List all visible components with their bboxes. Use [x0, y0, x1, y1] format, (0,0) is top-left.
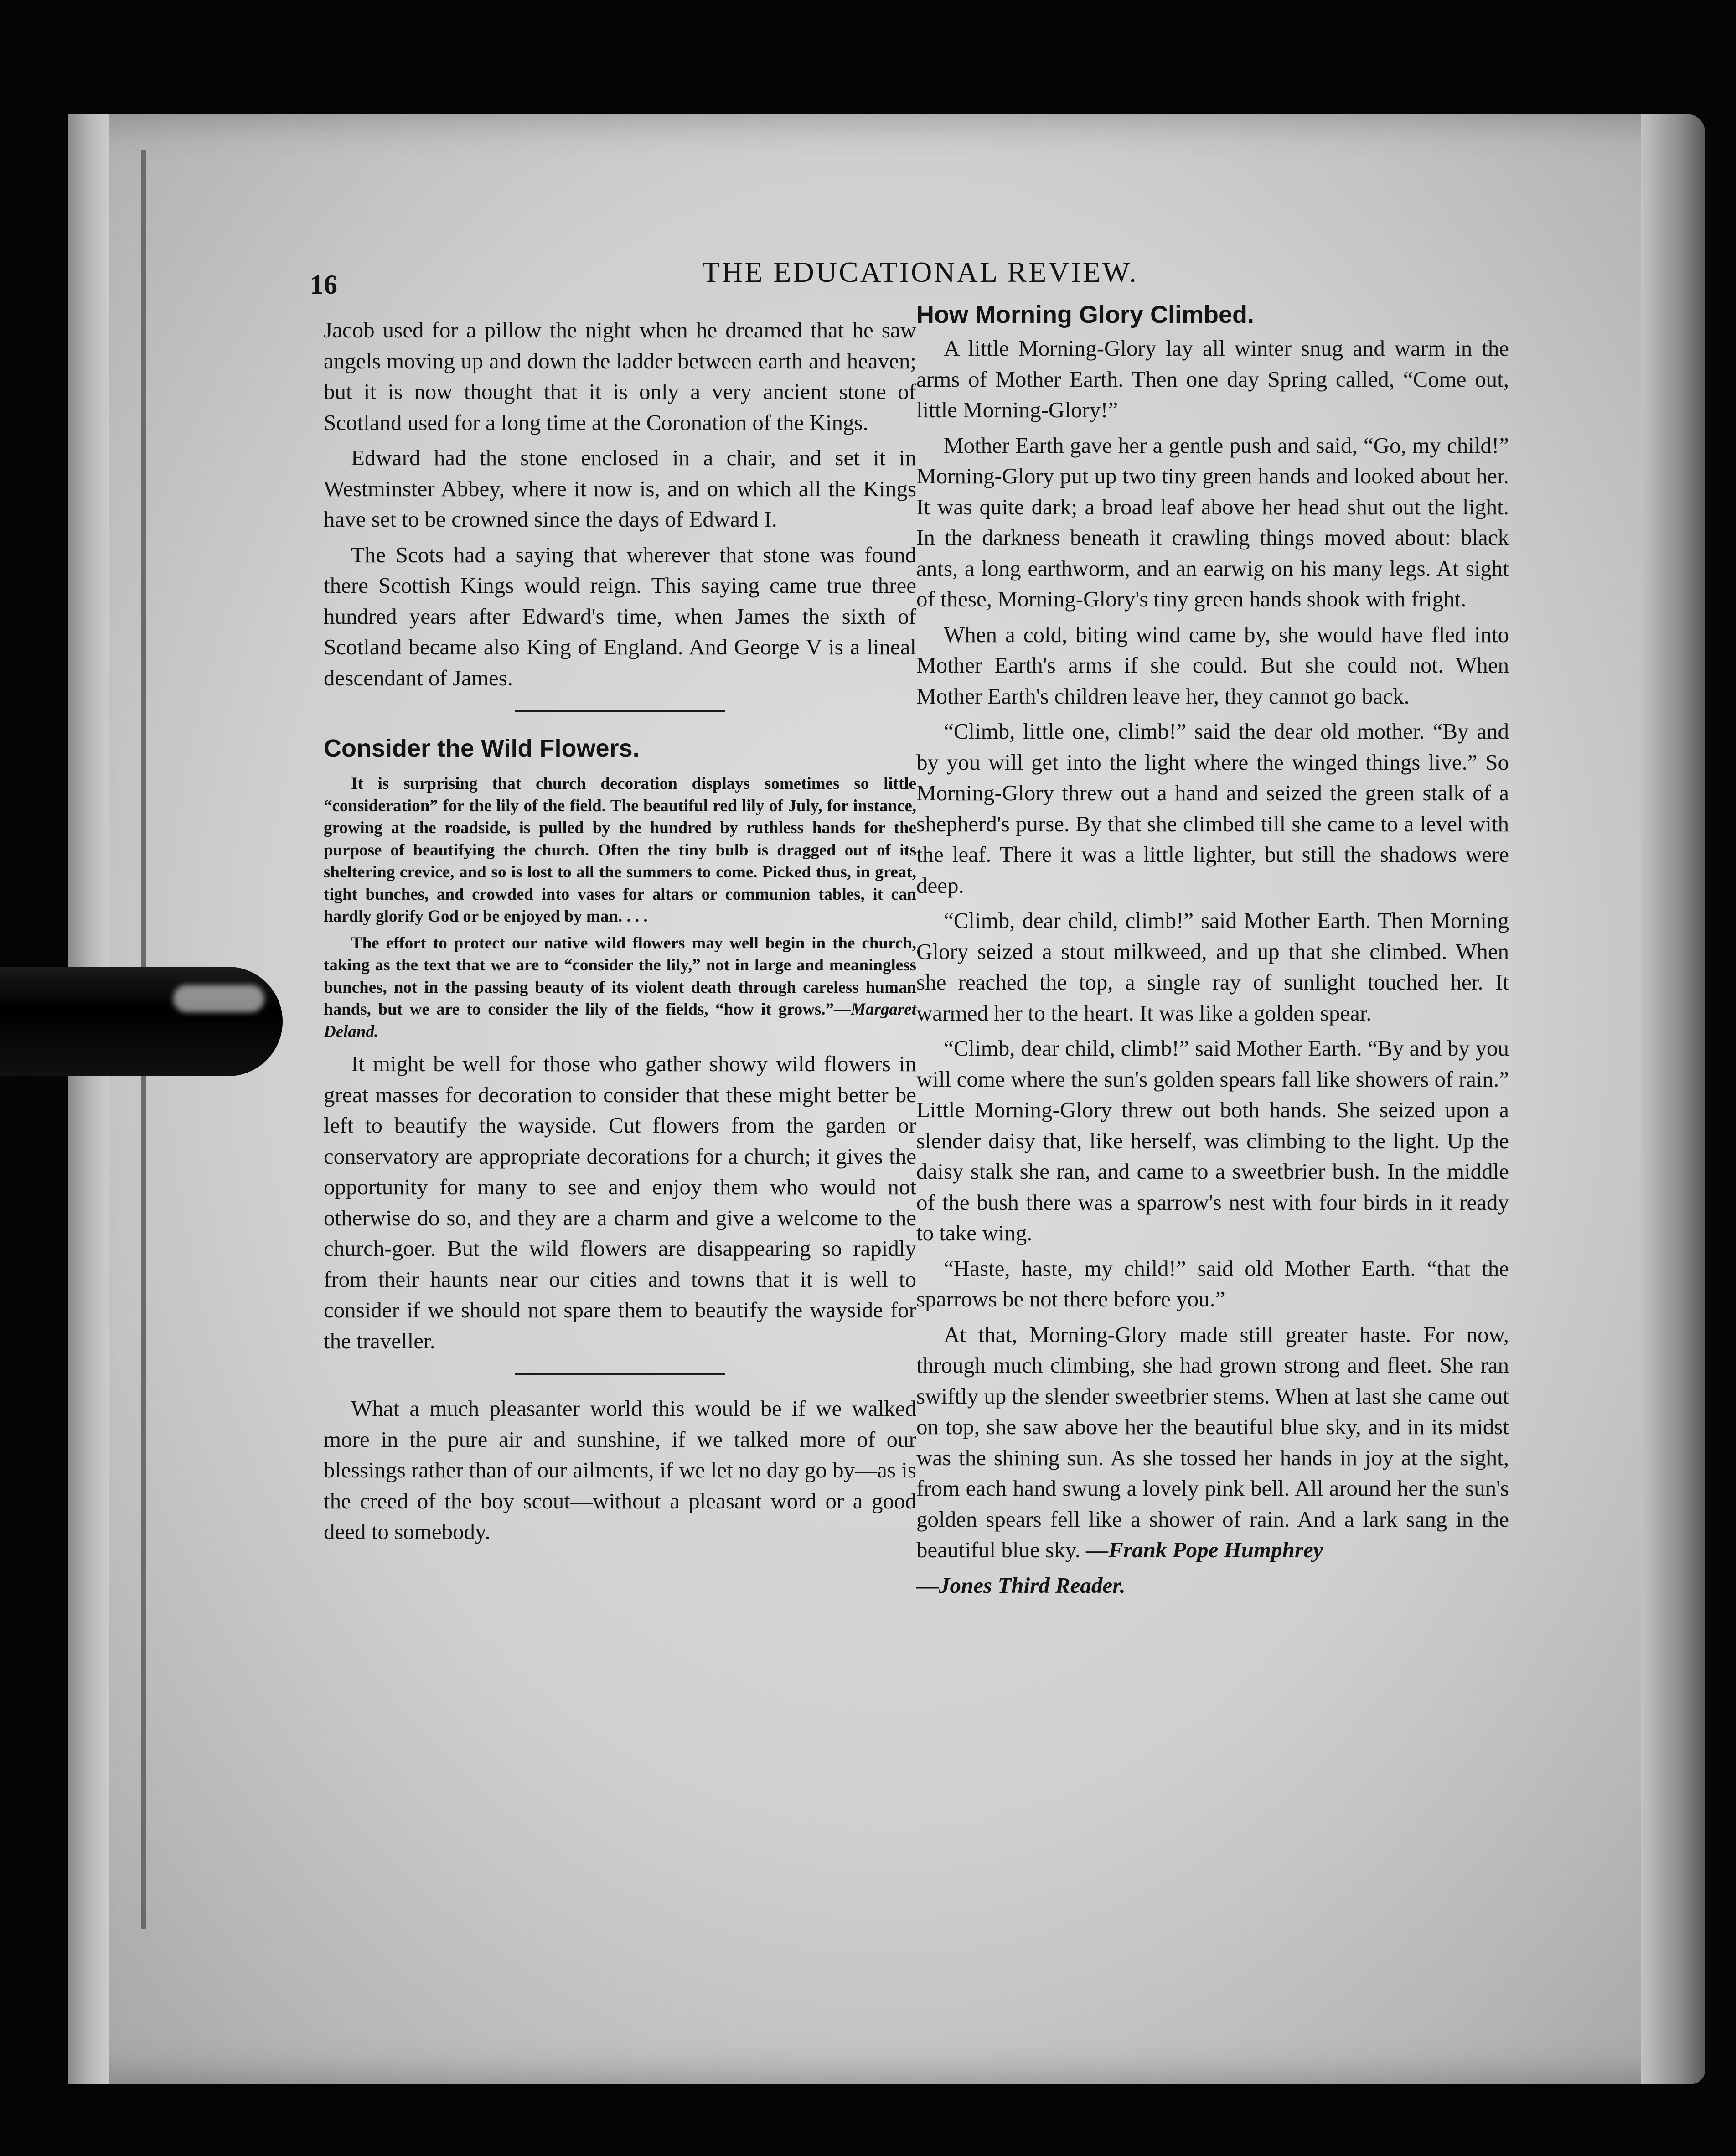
paragraph: “Climb, dear child, climb!” said Mother Earth. “By and by you will come where the sun's golden spears fall like showers of rain.” Little Morning-Glory threw out both hands. She seized upon a slender daisy that, like herself, was climbing to the light. Up the daisy stalk she ran, and came to a sweetbrier bush. In the middle of the bush there was a sparrow's nest with four birds in it ready to take wing.: [916, 1036, 1509, 1245]
paragraph: Mother Earth gave her a gentle push and said, “Go, my child!” Morning-Glory put up two tiny green hands and looked about her. It was quite dark; a broad leaf above her head shut out the light. In the darkness beneath it crawling things moved about: black ants, a long earthworm, and an earwig on his many legs. At sight of these, Morning-Glory's tiny green hands shook with fright.: [916, 432, 1509, 612]
paragraph: The Scots had a saying that wherever that stone was found there Scottish Kings would reign. This saying came true three hundred years after Edward's time, when James the sixth of Scotland became also King of England. And George V is a lineal descendant of James.: [324, 542, 916, 690]
thumb-shadow: [0, 967, 283, 1076]
section-divider: [515, 710, 725, 712]
right-column: [916, 296, 1509, 1601]
quote-paragraph: It is surprising that church decoration displays sometimes so little “consideration” for the lily of the field. The beautiful red lily of July, for instance, growing at the roadside, is pulled by the hundred by ruthless hands for the purpose of beautifying the church. Often the tiny bulb is dragged out of its sheltering crevice, and so is lost to all the summers to come. Picked thus, in great, tight bunches, and crowded into vases for altars or communion tables, it can hardly glorify God or be enjoyed by man. . . .: [324, 774, 916, 926]
running-head: THE EDUCATIONAL REVIEW.: [702, 256, 1138, 288]
page-binding: [68, 114, 109, 2084]
paragraph: A little Morning-Glory lay all winter snug and warm in the arms of Mother Earth. Then one day Spring called, “Come out, little Morning-Glory!”: [916, 336, 1509, 422]
article-title: How Morning Glory Climbed.: [916, 301, 1254, 328]
paragraph: It might be well for those who gather showy wild flowers in great masses for decoration to consider that these might better be left to beautify the wayside. Cut flowers from the garden or conservatory are appropriate decorations for a church; it gives the opportunity for many to see and enjoy them who would not otherwise do so, and they are a charm and give a welcome to the church-goer. But the wild flowers are disappearing so rapidly from their haunts near our cities and towns that it is well to consider if we should not spare them to beautify the wayside for the traveller.: [324, 1051, 916, 1353]
paragraph: “Haste, haste, my child!” said old Mother Earth. “that the sparrows be not there before you.”: [916, 1255, 1509, 1311]
paragraph-text: At that, Morning-Glory made still greater haste. For now, through much climbing, she had grown strong and fleet. She ran swiftly up the slender sweetbrier stems. When at last she came out on top, she saw above her the beautiful blue sky, and in its midst was the shining sun. As she tossed her hands in joy at the sight, from each hand swung a lovely pink bell. All around her the sun's golden spears fell like a shower of rain. And a lark sang in the beautiful blue sky.: [916, 1322, 1509, 1562]
page-curl-edge: [1641, 114, 1705, 2084]
quote-paragraph: [324, 933, 916, 1043]
page-number: 16: [310, 270, 337, 300]
quote-text: The effort to protect our native wild flowers may well begin in the church, taking as the text that we are to “consider the lily,” not in large and meaningless bunches, not in the passing beauty of its violent death through careless human hands, but we are to consider the lily of the fields, “how it grows.”: [324, 933, 916, 1019]
article-attribution: —Frank Pope Humphrey: [1086, 1537, 1323, 1562]
left-column: [324, 315, 916, 1547]
article-source: —Jones Third Reader.: [916, 1572, 1126, 1598]
opening-section: [324, 315, 916, 693]
paragraph: “Climb, little one, climb!” said the dear old mother. “By and by you will get into the light where the winged things live.” So Morning-Glory threw out a hand and seized the green stalk of a shepherd's purse. By that she climbed till she came to a level with the leaf. There it was a little lighter, but still the shadows were deep.: [916, 719, 1509, 898]
closing-section: [324, 1393, 916, 1547]
article-title: Consider the Wild Flowers.: [324, 735, 640, 762]
section-divider: [515, 1373, 725, 1375]
paragraph: Edward had the stone enclosed in a chair, and set it in Westminster Abbey, where it now is, and on which all the Kings have set to be crowned since the days of Edward I.: [324, 445, 916, 532]
paragraph: Jacob used for a pillow the night when he dreamed that he saw angels moving up and down the ladder between earth and heaven; but it is now thought that it is only a very ancient stone of Scotland used for a long time at the Coronation of the Kings.: [324, 317, 916, 435]
paragraph: [916, 1319, 1509, 1565]
paragraph: “Climb, dear child, climb!” said Mother Earth. Then Morning Glory seized a stout milkweed, and up that she climbed. When she reached the top, a single ray of sunlight touched her. It warmed her to the heart. It was like a golden spear.: [916, 908, 1509, 1026]
paragraph: What a much pleasanter world this would be if we walked more in the pure air and sunshine, if we talked more of our blessings rather than of our ailments, if we let no day go by—as is the creed of the boy scout—without a pleasant word or a good deed to somebody.: [324, 1396, 916, 1544]
quote-attribution: —Margaret Deland.: [324, 1000, 916, 1041]
paragraph: When a cold, biting wind came by, she would have fled into Mother Earth's arms if she could. But she could not. When Mother Earth's children leave her, they cannot go back.: [916, 622, 1509, 709]
block-quote: [324, 773, 916, 1043]
wild-flowers-article: [324, 730, 916, 1356]
